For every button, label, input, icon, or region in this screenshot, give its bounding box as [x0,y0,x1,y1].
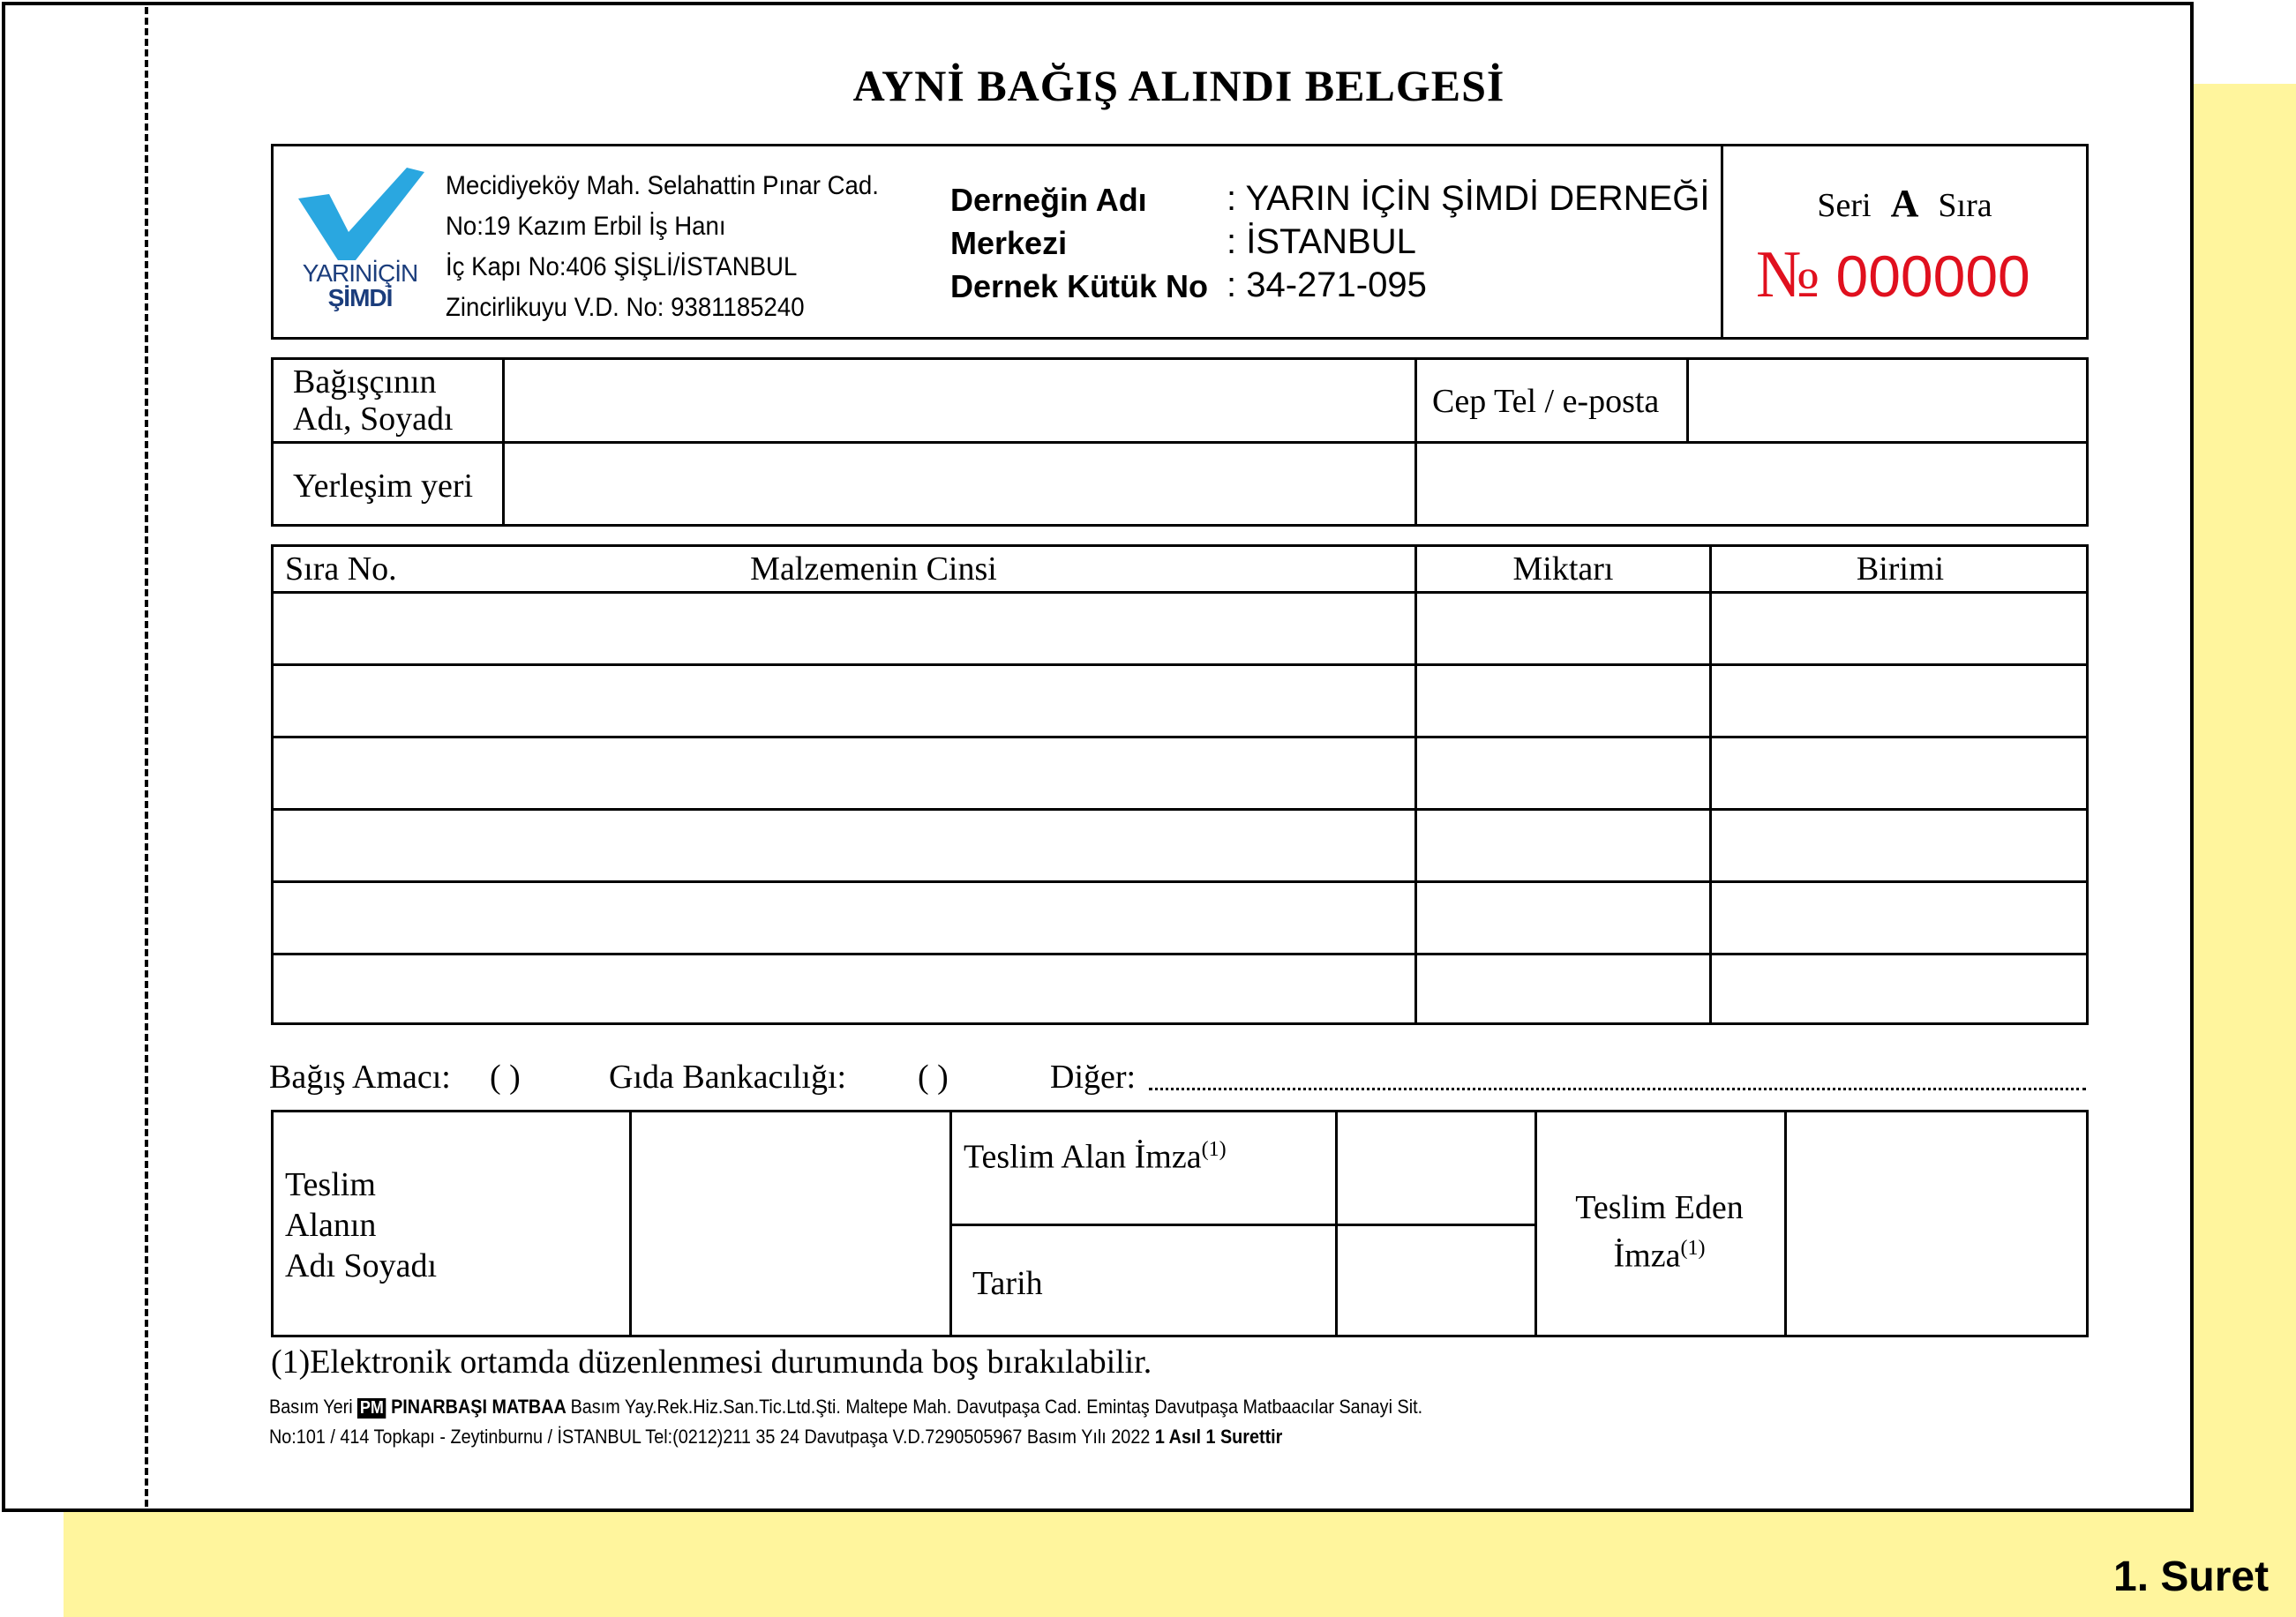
contact-label: Cep Tel / e-posta [1432,383,1660,420]
receiver-name-field[interactable] [632,1112,947,1335]
table-row-divider [271,953,2089,955]
giver-signature-label [1537,1187,1782,1276]
receiver-label-line3: Adı Soyadı [285,1247,438,1284]
residence-field[interactable] [505,444,2086,524]
header-unit: Birimi [1856,550,1945,588]
donor-name-label [293,363,454,438]
receiver-signature-label [964,1131,1227,1176]
receiver-signature-text: Teslim Alan İmza [964,1138,1202,1176]
header-quantity: Miktarı [1512,550,1614,588]
serial-number-value: 000000 [1835,243,2030,309]
printer-name: PINARBAŞI MATBAA [391,1396,566,1418]
perforation-line [145,7,148,1507]
address-line: İç Kapı No:406 ŞİŞLİ/İSTANBUL [446,252,798,281]
donor-name-label-line2: Adı, Soyadı [293,401,454,438]
residence-label: Yerleşim yeri [293,468,474,505]
receiver-signature-field[interactable] [1338,1112,1532,1222]
table-column-divider [1414,544,1417,1025]
table-row-divider [271,808,2089,811]
donation-purpose-label: Bağış Amacı: [269,1059,451,1096]
footnote-marker: (1) [1201,1138,1227,1161]
copy-label: 1. Suret [2113,1553,2270,1600]
address-line: No:19 Kazım Erbil İş Hanı [446,212,726,241]
receiver-label-line2: Alanın [285,1207,377,1244]
table-row-divider [271,663,2089,666]
association-center-value: : İSTANBUL [1227,222,1416,261]
giver-signature-field[interactable] [1787,1112,2086,1335]
other-label: Diğer: [1050,1059,1137,1096]
printer-logo: PM [357,1398,386,1419]
address-block [446,166,940,328]
association-center-label: Merkezi [950,225,1068,261]
document-title: AYNİ BAĞIŞ ALINDI BELGESİ [852,61,1505,110]
date-field[interactable] [1338,1226,1532,1335]
giver-label-line2: İmza [1613,1237,1681,1275]
series-label: Seri [1817,187,1872,224]
logo-text-line2: ŞİMDİ [327,284,393,311]
footnote: (1)Elektronik ortamda düzenlenmesi durumunda boş bırakılabilir. [271,1344,1152,1381]
receiver-name-label [285,1164,437,1286]
printer-info-line1 [269,1396,1422,1419]
donor-name-field[interactable] [505,360,1412,439]
printer-prefix: Basım Yeri [269,1396,353,1418]
donor-name-label-line1: Bağışçının [293,363,437,401]
logo-text-line1: YARINİÇİN [302,259,418,287]
contact-field[interactable] [1689,360,2086,439]
table-row-divider [271,736,2089,738]
printer-address: Basım Yay.Rek.Hiz.San.Tic.Ltd.Şti. Maltepe Mah. Davutpaşa Cad. Emintaş Davutpaşa Matbaacılar Sanayi Sit. [570,1396,1423,1418]
printer-details: No:101 / 414 Topkapı - Zeytinburnu / İSTANBUL Tel:(0212)211 35 24 Davutpaşa V.D.7290505967 Basım Yılı 2022 [269,1426,1151,1448]
receiver-label-line1: Teslim [285,1166,376,1203]
registry-number-value: : 34-271-095 [1227,266,1427,304]
food-banking-checkbox[interactable]: ( ) [918,1059,949,1096]
logo [294,163,426,318]
header-material-type: Malzemenin Cinsi [750,550,997,588]
header-divider [1721,144,1723,340]
registry-number-label: Dernek Kütük No [950,268,1209,304]
series-value: A [1890,182,1919,225]
serial-series [1721,181,2089,226]
number-sign: № [1756,237,1820,311]
giver-label-line1: Teslim Eden [1575,1189,1744,1226]
serial-number [1756,236,2030,313]
checkmark-logo-icon [294,163,426,265]
footnote-marker: (1) [1680,1237,1706,1260]
printer-info-line2 [269,1426,1282,1449]
table-header-divider [271,591,2089,594]
header-order-no: Sıra No. [285,550,397,588]
copy-count-note: 1 Asıl 1 Surettir [1154,1426,1283,1448]
association-name-value: : YARIN İÇİN ŞİMDİ DERNEĞİ [1227,179,1710,218]
address-line: Mecidiyeköy Mah. Selahattin Pınar Cad. [446,171,879,200]
table-column-divider [1709,544,1712,1025]
other-dotted-line[interactable] [1149,1088,2086,1090]
table-row-divider [271,880,2089,883]
association-name-label: Derneğin Adı [950,182,1147,218]
food-banking-label: Gıda Bankacılığı: [609,1059,847,1096]
order-label: Sıra [1938,187,1992,224]
purpose-checkbox[interactable]: ( ) [490,1059,521,1096]
address-line: Zincirlikuyu V.D. No: 9381185240 [446,293,805,322]
date-label: Tarih [972,1265,1043,1302]
